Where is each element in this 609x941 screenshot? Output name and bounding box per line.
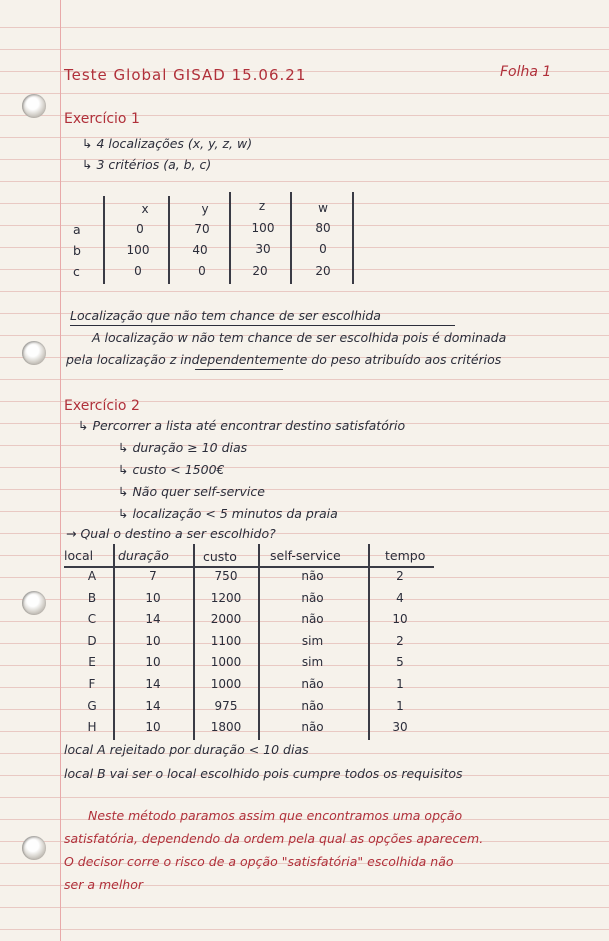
ex2-table-cell: 14 <box>145 677 161 691</box>
ex1-question: Localização que não tem chance de ser escolhida <box>70 308 381 323</box>
table-header-rule <box>64 566 434 568</box>
ex2-table-cell: 750 <box>214 569 238 583</box>
ex2-table-cell: 7 <box>149 569 157 583</box>
ex1-alternatives-line: ↳ 4 localizações (x, y, z, w) <box>82 136 253 151</box>
ex2-table-cell: 10 <box>145 720 161 735</box>
margin-line <box>60 0 61 941</box>
table-rule <box>103 196 105 284</box>
conclusion-line-4: ser a melhor <box>64 877 143 892</box>
ex1-cell: 80 <box>315 221 331 235</box>
binder-hole <box>22 341 46 365</box>
ex2-col-header: custo <box>203 549 237 564</box>
ex2-table-cell: C <box>87 612 97 627</box>
ex1-cell: 100 <box>126 243 150 257</box>
ex2-table-cell: 14 <box>145 698 161 713</box>
table-rule <box>113 544 115 740</box>
ex2-table-cell: B <box>87 590 97 605</box>
ex2-table-cell: D <box>87 633 97 648</box>
ex2-col-header: self-service <box>270 548 341 563</box>
ex2-table-cell: 5 <box>396 655 404 670</box>
ex2-table-cell: 1000 <box>210 655 242 670</box>
table-rule <box>168 196 170 284</box>
binder-hole <box>22 836 46 860</box>
ex1-cell: 0 <box>319 242 327 256</box>
underline <box>70 325 455 326</box>
ex2-table-cell: 1000 <box>210 677 242 691</box>
ex1-cell: 0 <box>134 264 142 278</box>
page-title: Teste Global GISAD 15.06.21 <box>64 66 307 84</box>
ex2-table-cell: 2 <box>396 633 404 648</box>
ex2-table-cell: 1100 <box>210 633 242 648</box>
ex1-cell: 20 <box>252 264 268 278</box>
exercise-2-title: Exercício 2 <box>64 398 140 414</box>
table-rule <box>258 544 260 740</box>
conclusion-line-3: O decisor corre o risco de a opção "satisfatória" escolhida não <box>64 854 454 869</box>
ex1-cell: 0 <box>136 222 144 236</box>
ex1-cell: 100 <box>251 221 275 235</box>
underline <box>195 369 283 370</box>
ex1-answer-line-2: pela localização z independentemente do peso atribuído aos critérios <box>66 352 502 367</box>
ex2-table-cell: 975 <box>214 698 238 713</box>
table-rule <box>352 192 354 284</box>
ex2-intro: ↳ Percorrer a lista até encontrar destino satisfatório <box>78 418 406 433</box>
ex2-table-cell: G <box>87 698 97 713</box>
ex2-table-cell: 1200 <box>210 590 242 605</box>
ex1-row-label: c <box>73 264 80 279</box>
ex2-col-header: tempo <box>385 548 426 563</box>
ex1-cell: 0 <box>198 264 206 278</box>
ex1-row-label: b <box>73 243 81 258</box>
ex2-table-cell: 10 <box>145 633 161 648</box>
sheet-number: Folha 1 <box>500 64 552 80</box>
ex2-table-cell: não <box>301 720 324 735</box>
ex2-note-1: local A rejeitado por duração < 10 dias <box>64 742 309 757</box>
ex2-col-header: duração <box>118 548 169 563</box>
ex2-table-cell: não <box>301 590 324 605</box>
binder-hole <box>22 94 46 118</box>
ex2-criterion: ↳ Não quer self-service <box>118 484 265 499</box>
ex1-cell: 40 <box>192 243 208 257</box>
ex1-criteria-line: ↳ 3 critérios (a, b, c) <box>82 157 212 172</box>
ex2-table-cell: 10 <box>392 612 408 627</box>
ex2-note-2: local B vai ser o local escolhido pois cumpre todos os requisitos <box>64 766 463 781</box>
ex2-table-cell: F <box>88 677 96 691</box>
conclusion-line-1: Neste método paramos assim que encontramos uma opção <box>88 808 463 823</box>
ex2-table-cell: sim <box>301 655 324 670</box>
ex2-table-cell: 2 <box>396 569 404 583</box>
ex1-answer-line-1: A localização w não tem chance de ser escolhida pois é dominada <box>92 330 507 345</box>
ex2-question: → Qual o destino a ser escolhido? <box>66 526 276 541</box>
ex2-table-cell: não <box>301 569 324 583</box>
exercise-1-title: Exercício 1 <box>64 111 140 127</box>
ex2-table-cell: não <box>301 698 324 713</box>
ex2-col-header: local <box>64 548 94 563</box>
ex2-criterion: ↳ duração ≥ 10 dias <box>118 440 248 455</box>
table-rule <box>290 192 292 284</box>
ex2-table-cell: E <box>88 655 96 670</box>
ex2-table-cell: 14 <box>145 612 161 627</box>
ex2-table-cell: sim <box>301 633 324 648</box>
binder-hole <box>22 591 46 615</box>
ex2-table-cell: 30 <box>392 720 408 735</box>
ex2-table-cell: 1 <box>396 677 404 691</box>
ex1-col-header: x <box>141 202 149 216</box>
ex1-col-header: y <box>201 202 209 216</box>
ex2-criterion: ↳ custo < 1500€ <box>118 462 225 477</box>
ex2-table-cell: A <box>87 569 97 583</box>
ex2-table-cell: 1800 <box>210 720 242 735</box>
ex2-table-cell: 4 <box>396 590 404 605</box>
ex2-table-cell: H <box>87 720 97 735</box>
ex2-table-cell: 10 <box>145 655 161 670</box>
ex2-table-cell: 1 <box>396 698 404 713</box>
ex1-row-label: a <box>73 222 81 237</box>
ex1-col-header: z <box>258 199 266 213</box>
ex2-table-cell: não <box>301 612 324 627</box>
ex1-cell: 30 <box>255 242 271 256</box>
ex1-cell: 70 <box>194 222 210 236</box>
table-rule <box>229 192 231 284</box>
ex2-table-cell: 2000 <box>210 612 242 627</box>
ex1-col-header: w <box>318 201 328 215</box>
ex2-table-cell: não <box>301 677 324 691</box>
conclusion-line-2: satisfatória, dependendo da ordem pela qual as opções aparecem. <box>64 831 484 846</box>
table-rule <box>193 544 195 740</box>
ex2-table-cell: 10 <box>145 590 161 605</box>
ex2-criterion: ↳ localização < 5 minutos da praia <box>118 506 338 521</box>
ex1-cell: 20 <box>315 264 331 278</box>
